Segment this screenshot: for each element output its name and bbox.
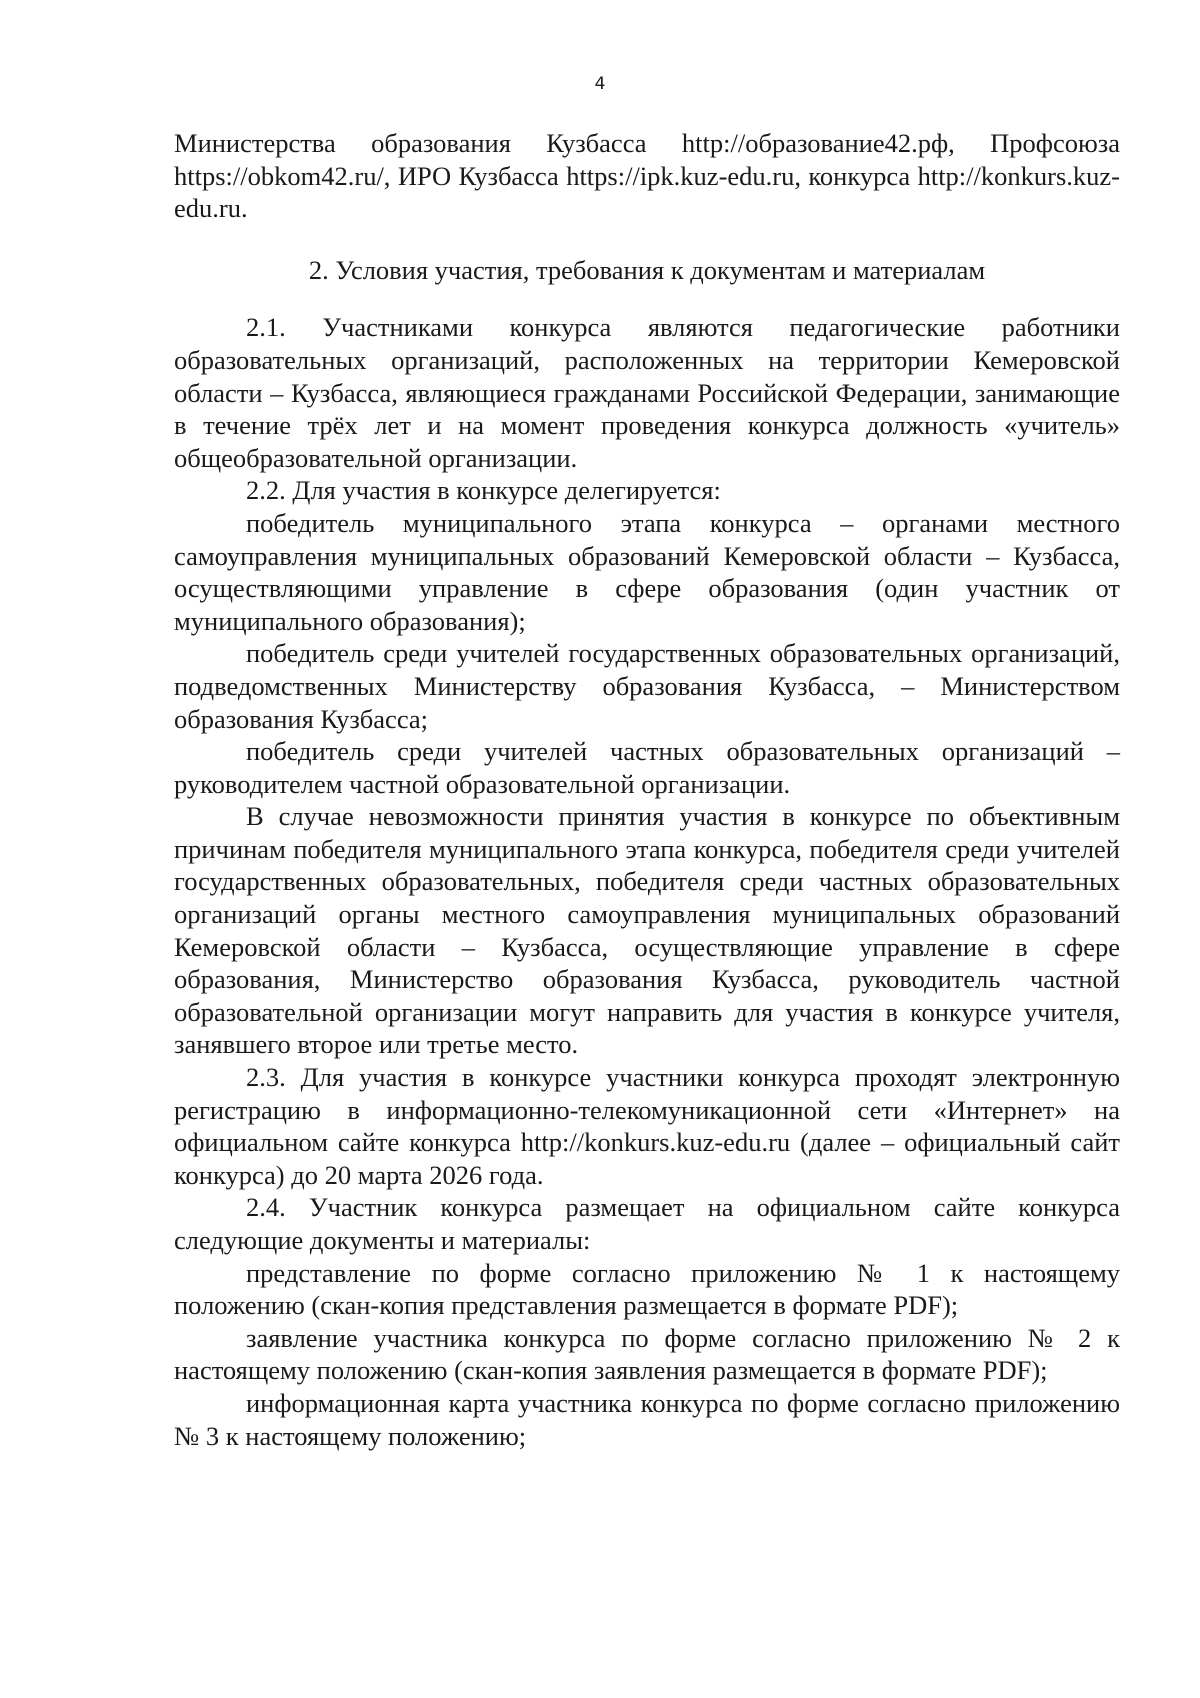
paragraph-info-card: информационная карта участника конкурса по форме согласно приложению № 3 к настоящему положению;	[174, 1387, 1120, 1451]
paragraph-representation: представление по форме согласно приложению № 1 к настоящему положению (скан-копия представления размещается в формате PDF);	[174, 1257, 1120, 1321]
paragraph-municipal-winner: победитель муниципального этапа конкурса – органами местного самоуправления муниципальных образований Кемеровской области – Кузбасса, осуществляющими управление в сфере образования (один участник от муниципального образования);	[174, 507, 1120, 636]
paragraph-2-3: 2.3. Для участия в конкурсе участники конкурса проходят электронную регистрацию в информационно-телекомуникационной сети «Интернет» на официальном сайте конкурса http://konkurs.kuz-edu.ru (далее – официальный сайт конкурса) до 20 марта 2026 года.	[174, 1062, 1120, 1190]
section-heading: 2. Условия участия, требования к документам и материалам	[308, 254, 986, 285]
paragraph-state-winner: победитель среди учителей государственных образовательных организаций, подведомственных Министерству образования Кузбасса, – Министерством образования Кузбасса;	[174, 638, 1120, 734]
document-body	[174, 127, 1120, 1452]
page-number: 4	[594, 74, 606, 94]
paragraph-replacement: В случае невозможности принятия участия в конкурсе по объективным причинам победителя муниципального этапа конкурса, победителя среди учителей государственных образовательных, победителя среди частных образовательных организаций органы местного самоуправления муниципальных образований Кемеровской области – Кузбасса, осуществляющие управление в сфере образования, Министерство образования Кузбасса, руководитель частной образовательной организации могут направить для участия в конкурсе учителя, занявшего второе или третье место.	[174, 801, 1120, 1060]
paragraph-private-winner: победитель среди учителей частных образовательных организаций – руководителем частной образовательной организации.	[174, 736, 1120, 799]
paragraph-2-4: 2.4. Участник конкурса размещает на официальном сайте конкурса следующие документы и материалы:	[174, 1192, 1120, 1255]
paragraph-2-2: 2.2. Для участия в конкурсе делегируется:	[246, 475, 721, 506]
intro-paragraph: Министерства образования Кузбасса http://образование42.рф, Профсоюза https://obkom42.ru/, ИРО Кузбасса https://ipk.kuz-edu.ru, конкурса http://konkurs.kuz-edu.ru.	[174, 128, 1120, 224]
paragraph-application: заявление участника конкурса по форме согласно приложению № 2 к настоящему положению (скан-копия заявления размещается в формате PDF);	[174, 1322, 1120, 1386]
paragraph-2-1: 2.1. Участниками конкурса являются педагогические работники образовательных организаций, расположенных на территории Кемеровской области – Кузбасса, являющиеся гражданами Российской Федерации, занимающие в течение трёх лет и на момент проведения конкурса должность «учитель» общеобразовательной организации.	[174, 312, 1120, 473]
